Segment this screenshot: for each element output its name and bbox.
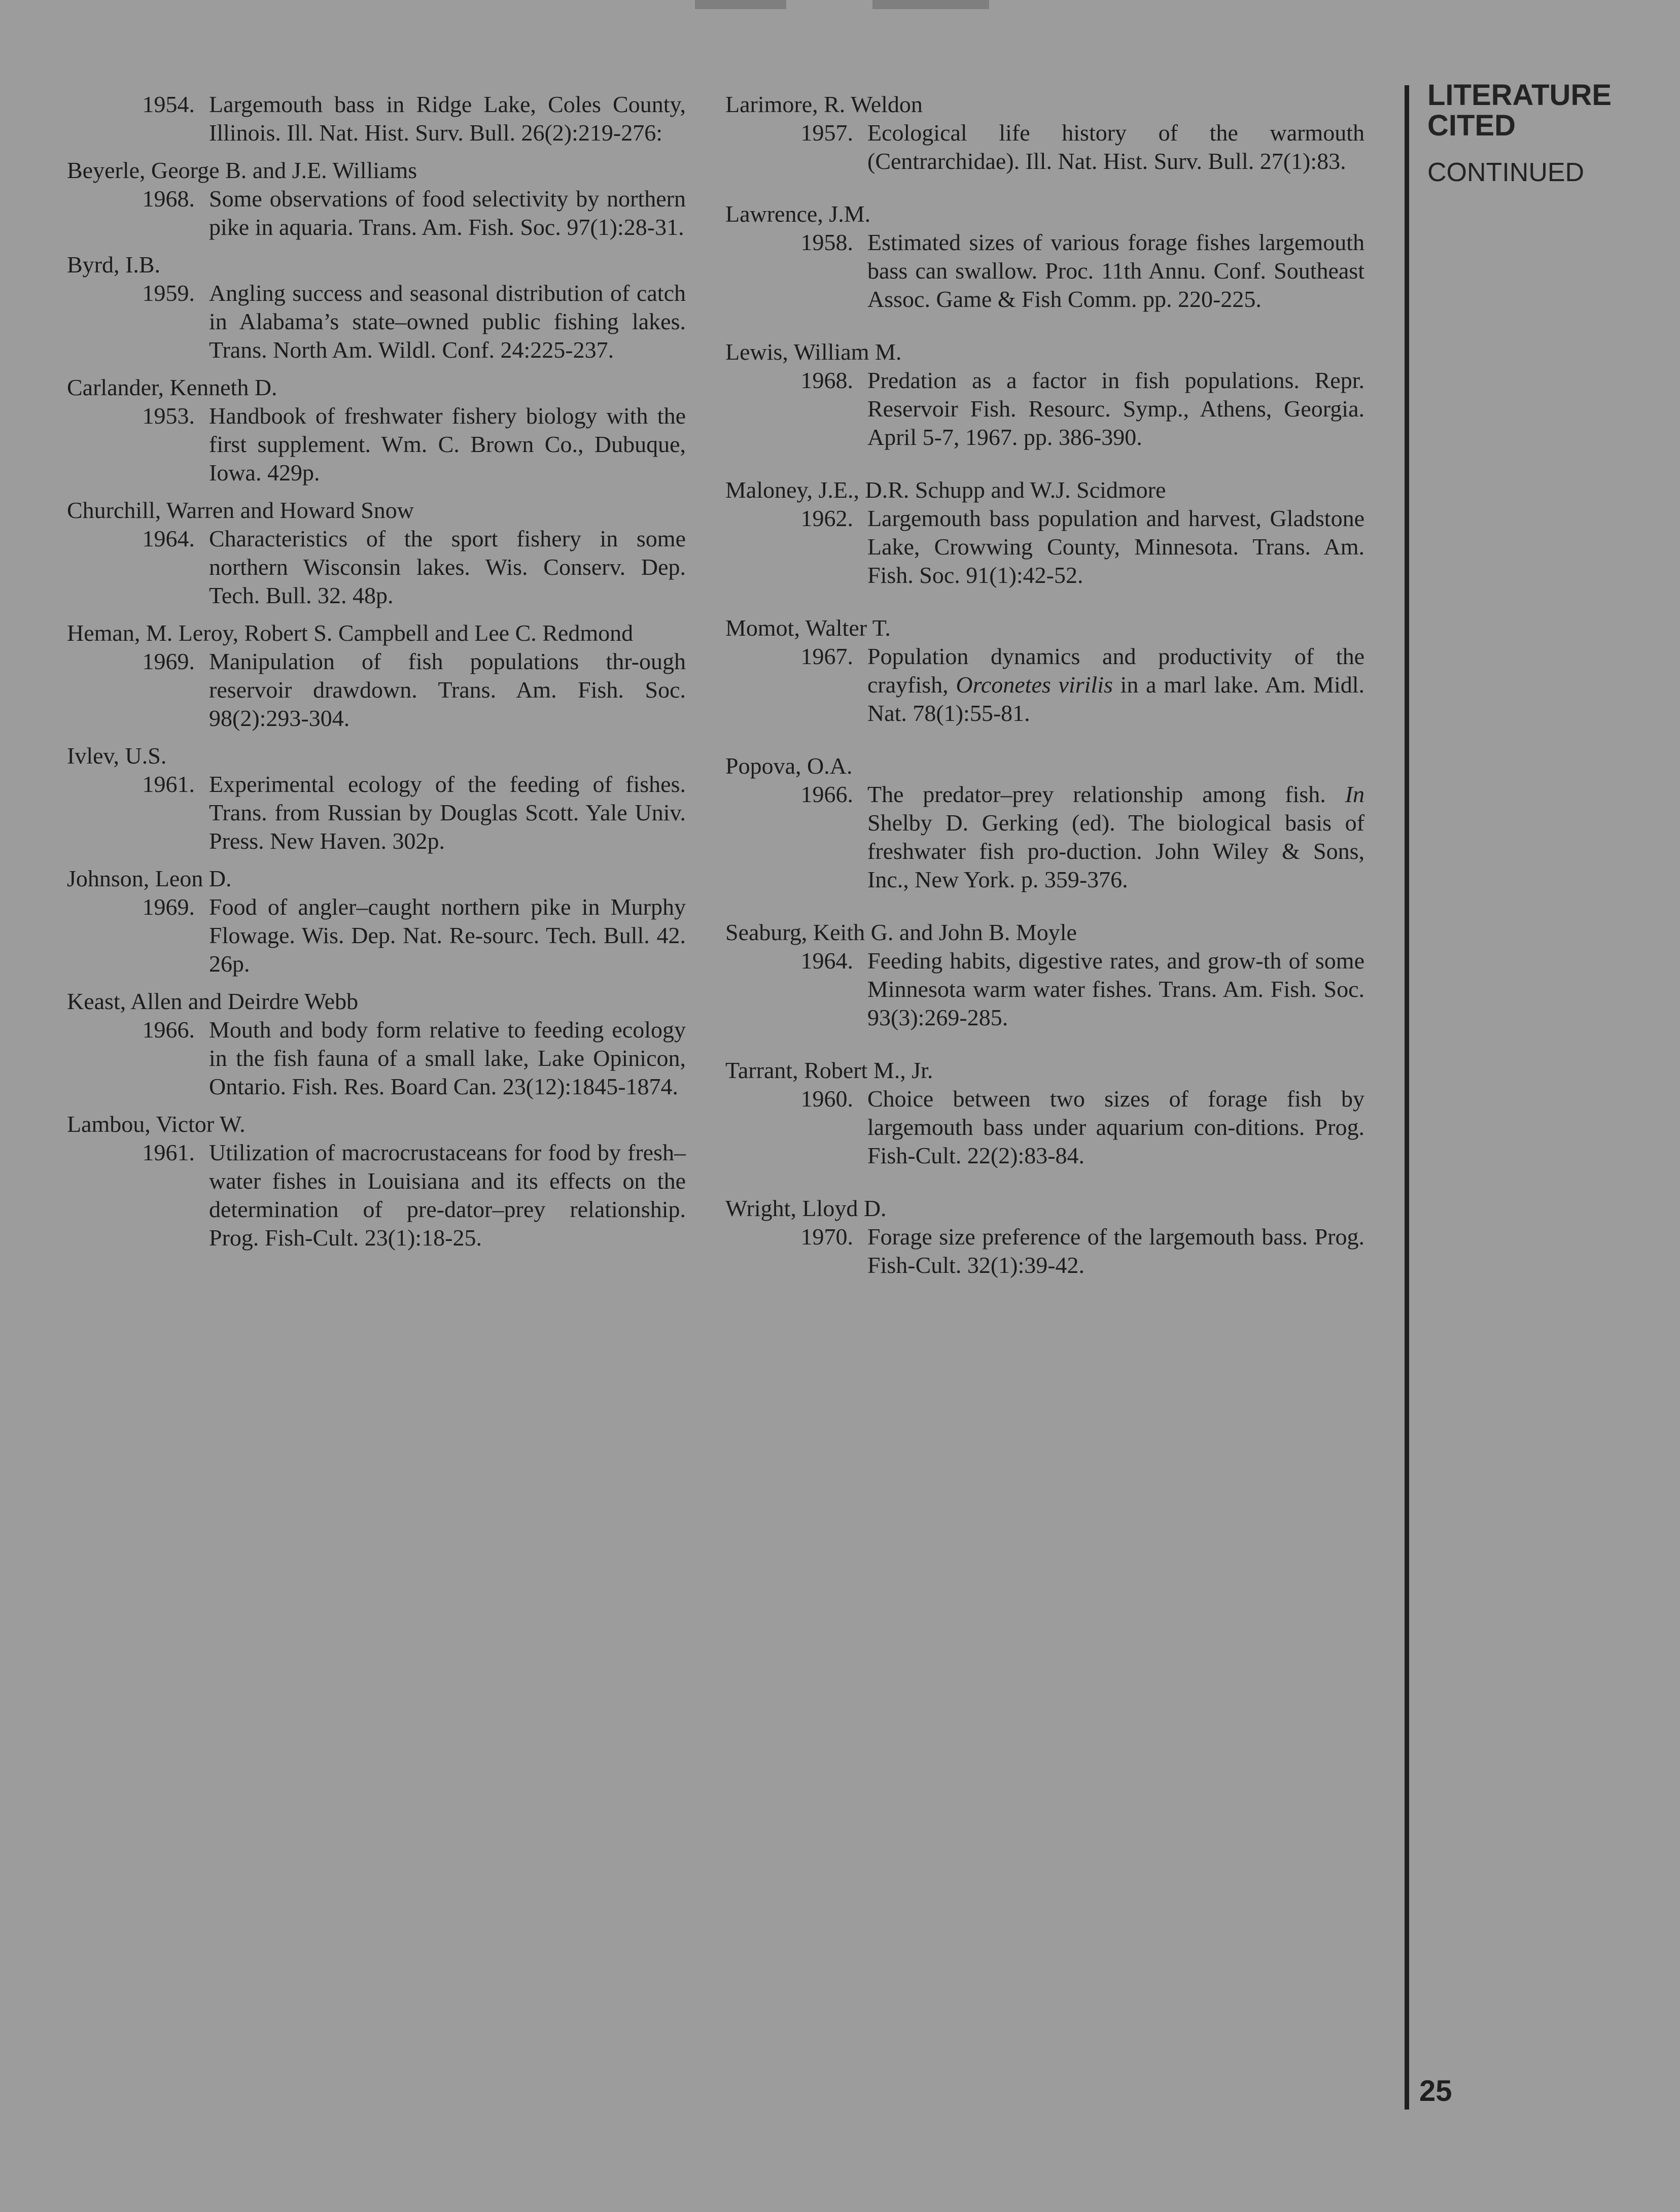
publication bbox=[725, 947, 1364, 1032]
publication-text-part: The predator–prey relationship among fish. bbox=[867, 781, 1326, 807]
publication bbox=[67, 90, 686, 147]
section-heading-line: CITED bbox=[1427, 109, 1516, 142]
publication-text: Largemouth bass population and harvest, Gladstone Lake, Crowwing County, Minnesota. Trans. Am. Fish. Soc. 91(1):42-52. bbox=[867, 505, 1364, 588]
publication-text bbox=[867, 780, 1364, 894]
publication bbox=[67, 647, 686, 733]
publication-year: 1969. bbox=[142, 894, 195, 920]
publication-year: 1961. bbox=[142, 1139, 195, 1165]
reference-entry bbox=[725, 1194, 1364, 1280]
publication-text bbox=[867, 642, 1364, 728]
reference-author: Tarrant, Robert M., Jr. bbox=[725, 1057, 933, 1083]
publication-year: 1954. bbox=[142, 91, 195, 117]
reference-entry bbox=[67, 987, 686, 1101]
publication-text: Some observations of food selectivity by northern pike in aquaria. Trans. Am. Fish. Soc. 97(1):28-31. bbox=[209, 186, 686, 240]
italic-word: In bbox=[1345, 781, 1364, 807]
publication-text: Characteristics of the sport fishery in some northern Wisconsin lakes. Wis. Conserv. Dep. Tech. Bull. 32. 48p. bbox=[209, 526, 686, 608]
top-edge-mark bbox=[872, 0, 989, 9]
reference-author: Ivlev, U.S. bbox=[67, 743, 167, 769]
publication-year: 1964. bbox=[142, 526, 195, 551]
publication-year: 1962. bbox=[800, 505, 853, 531]
publication bbox=[67, 402, 686, 487]
reference-entry bbox=[725, 90, 1364, 176]
publication-year: 1959. bbox=[142, 280, 195, 306]
publication-year: 1957. bbox=[800, 120, 853, 146]
reference-author: Larimore, R. Weldon bbox=[725, 91, 923, 117]
sidebar-rule bbox=[1405, 85, 1409, 2110]
publication bbox=[67, 279, 686, 364]
publication-year: 1967. bbox=[800, 643, 853, 669]
publication-text: Forage size preference of the largemouth bass. Prog. Fish-Cult. 32(1):39-42. bbox=[867, 1224, 1364, 1278]
publication-text: Experimental ecology of the feeding of fishes. Trans. from Russian by Douglas Scott. Yale Univ. Press. New Haven. 302p. bbox=[209, 771, 686, 854]
publication-text: Mouth and body form relative to feeding ecology in the fish fauna of a small lake, Lake Opinicon, Ontario. Fish. Res. Board Can. 23(12):1845-1874. bbox=[209, 1017, 686, 1099]
publication-year: 1961. bbox=[142, 771, 195, 797]
reference-entry bbox=[67, 865, 686, 978]
publication-year: 1953. bbox=[142, 403, 195, 429]
reference-entry bbox=[67, 156, 686, 241]
reference-entry bbox=[725, 918, 1364, 1032]
publication-text: Choice between two sizes of forage fish by largemouth bass under aquarium con-ditions. Prog. Fish-Cult. 22(2):83-84. bbox=[867, 1086, 1364, 1168]
reference-entry bbox=[725, 338, 1364, 452]
publication bbox=[725, 504, 1364, 590]
publication-text: Largemouth bass in Ridge Lake, Coles County, Illinois. Ill. Nat. Hist. Surv. Bull. 26(2):219-276: bbox=[209, 91, 686, 146]
reference-author: Lambou, Victor W. bbox=[67, 1111, 246, 1137]
publication-text: Manipulation of fish populations thr-ough reservoir drawdown. Trans. Am. Fish. Soc. 98(2):293-304. bbox=[209, 648, 686, 731]
publication-year: 1966. bbox=[142, 1017, 195, 1043]
top-edge-mark bbox=[695, 0, 786, 9]
reference-author: Carlander, Kenneth D. bbox=[67, 374, 277, 400]
reference-entry bbox=[67, 742, 686, 855]
publication bbox=[67, 770, 686, 855]
publication-year: 1969. bbox=[142, 648, 195, 674]
publication-text: Food of angler–caught northern pike in Murphy Flowage. Wis. Dep. Nat. Re-sourc. Tech. Bull. 42. 26p. bbox=[209, 894, 686, 977]
reference-author: Popova, O.A. bbox=[725, 753, 853, 779]
publication-text-part: Population dynamics and productivity of the crayfish, bbox=[867, 643, 1364, 698]
reference-author: Churchill, Warren and Howard Snow bbox=[67, 497, 414, 523]
publication bbox=[725, 119, 1364, 176]
publication-year: 1968. bbox=[142, 186, 195, 212]
publication-text: Ecological life history of the warmouth (Centrarchidae). Ill. Nat. Hist. Surv. Bull. 27(1):83. bbox=[867, 120, 1364, 174]
section-subheading: CONTINUED bbox=[1427, 158, 1585, 187]
publication-year: 1966. bbox=[800, 781, 853, 807]
reference-author: Byrd, I.B. bbox=[67, 252, 160, 278]
reference-entry bbox=[67, 90, 686, 147]
publication bbox=[67, 893, 686, 978]
publication-year: 1970. bbox=[800, 1224, 853, 1250]
publication-text: Utilization of macrocrustaceans for food by fresh–water fishes in Louisiana and its effects on the determination of pre-dator–prey relationship. Prog. Fish-Cult. 23(1):18-25. bbox=[209, 1139, 686, 1251]
publication bbox=[67, 1138, 686, 1252]
publication-text-part: Shelby D. Gerking (ed). The biological basis of freshwater fish pro-duction. John Wiley & Sons, Inc., New York. p. 359-376. bbox=[867, 810, 1364, 892]
publication-text: Predation as a factor in fish populations. Repr. Reservoir Fish. Resourc. Symp., Athens, Georgia. April 5-7, 1967. pp. 386-390. bbox=[867, 367, 1364, 450]
species-name: Orconetes virilis bbox=[956, 672, 1113, 698]
publication-text: Feeding habits, digestive rates, and grow-th of some Minnesota warm water fishes. Trans. Am. Fish. Soc. 93(3):269-285. bbox=[867, 948, 1364, 1030]
publication bbox=[67, 185, 686, 241]
reference-author: Wright, Lloyd D. bbox=[725, 1195, 887, 1221]
publication bbox=[725, 366, 1364, 452]
publication bbox=[725, 1223, 1364, 1280]
publication bbox=[725, 228, 1364, 314]
section-heading bbox=[1427, 80, 1612, 141]
reference-entry bbox=[67, 1110, 686, 1252]
publication-year: 1958. bbox=[800, 229, 853, 255]
publication bbox=[725, 642, 1364, 728]
left-column bbox=[67, 90, 686, 1252]
publication-year: 1964. bbox=[800, 948, 853, 974]
publication-text: Estimated sizes of various forage fishes largemouth bass can swallow. Proc. 11th Annu. Conf. Southeast Assoc. Game & Fish Comm. pp. 220-225. bbox=[867, 229, 1364, 312]
publication-year: 1968. bbox=[800, 367, 853, 393]
publication-text: Angling success and seasonal distribution of catch in Alabama’s state–owned public fishing lakes. Trans. North Am. Wildl. Conf. 24:225-237. bbox=[209, 280, 686, 363]
reference-author: Seaburg, Keith G. and John B. Moyle bbox=[725, 919, 1077, 945]
publication bbox=[725, 780, 1364, 894]
reference-entry bbox=[725, 752, 1364, 894]
publication bbox=[67, 1016, 686, 1101]
reference-author: Beyerle, George B. and J.E. Williams bbox=[67, 157, 417, 183]
reference-author: Johnson, Leon D. bbox=[67, 866, 232, 891]
reference-entry bbox=[67, 373, 686, 487]
publication-text-part: in a marl lake. Am. Midl. Nat. 78(1):55-81. bbox=[867, 672, 1364, 726]
reference-entry bbox=[67, 619, 686, 733]
reference-author: Keast, Allen and Deirdre Webb bbox=[67, 988, 359, 1014]
reference-author: Lawrence, J.M. bbox=[725, 201, 871, 227]
page-number: 25 bbox=[1419, 2075, 1452, 2107]
publication bbox=[67, 525, 686, 610]
reference-author: Maloney, J.E., D.R. Schupp and W.J. Scidmore bbox=[725, 477, 1166, 503]
section-heading-line: LITERATURE bbox=[1427, 79, 1612, 112]
reference-author: Lewis, William M. bbox=[725, 339, 902, 365]
reference-entry bbox=[67, 251, 686, 364]
reference-entry bbox=[725, 614, 1364, 728]
publication-text: Handbook of freshwater fishery biology with the first supplement. Wm. C. Brown Co., Dubuque, Iowa. 429p. bbox=[209, 403, 686, 486]
publication-year: 1960. bbox=[800, 1086, 853, 1112]
reference-entry bbox=[67, 496, 686, 610]
right-column bbox=[725, 90, 1364, 1280]
reference-entry bbox=[725, 1056, 1364, 1170]
reference-author: Momot, Walter T. bbox=[725, 615, 891, 641]
reference-author: Heman, M. Leroy, Robert S. Campbell and Lee C. Redmond bbox=[67, 620, 634, 646]
reference-entry bbox=[725, 476, 1364, 590]
reference-entry bbox=[725, 200, 1364, 314]
publication bbox=[725, 1085, 1364, 1170]
